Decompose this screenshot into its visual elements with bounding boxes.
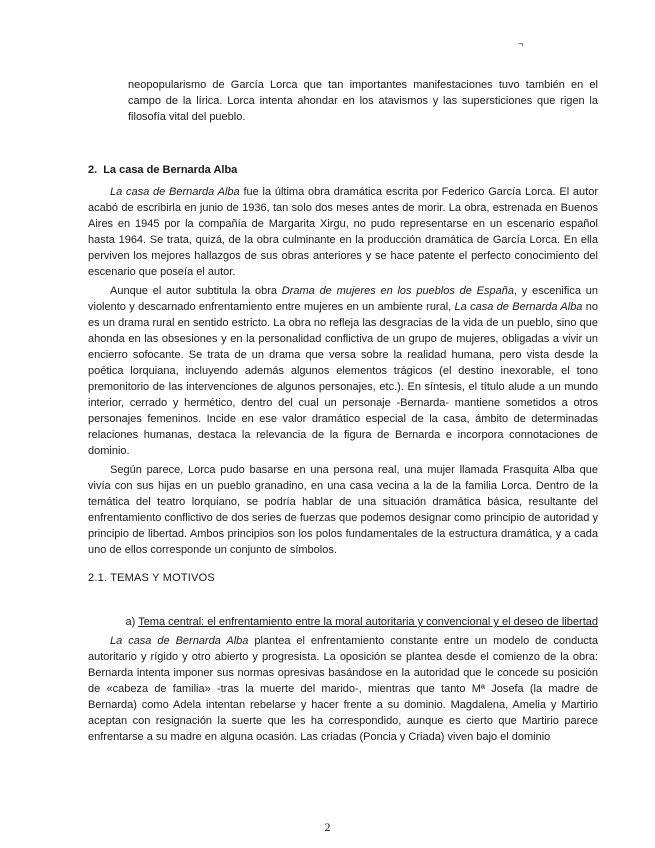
point-label: a) — [125, 616, 139, 628]
point-title: Tema central: el enfrentamiento entre la moral autoritaria y convencional y el deseo de libertad — [138, 616, 598, 628]
point-heading — [88, 614, 598, 630]
section-number: 2. — [88, 164, 98, 176]
paragraph-2-text-b: , y escenifica un violento y descarnado enfrentamiento entre mujeres en un ambiente rural, — [88, 285, 599, 313]
corner-mark: ¬ — [518, 39, 524, 49]
paragraph-3: Según parece, Lorca pudo basarse en una persona real, una mujer llamada Frasquita Alba que vivía con sus hijas en un pueblo granadino, en una casa vecina a la de la familia Lorca. Dentro de la temática del teatro lorquiano, se podría hablar de una situación dramática básica, resultante del enfrentamiento conflictivo de dos series de fuerzas que podemos designar como principio de autoridad y principio de libertad. Ambos principios son los polos fundamentales de la estructura dramática, y a cada uno de ellos corresponde un conjunto de símbolos. — [88, 464, 598, 556]
subsection-heading: 2.1. TEMAS Y MOTIVOS — [88, 572, 215, 584]
section-title: La casa de Bernarda Alba — [103, 164, 238, 176]
paragraph-4 — [88, 633, 598, 745]
intro-quote: neopopularismo de García Lorca que tan importantes manifestaciones tuvo también en el campo de la lírica. Lorca intenta ahondar en los atavismos y las supersticiones que rigen la filosofía vital del pueblo. — [128, 79, 598, 123]
paragraph-2-italic-b: La casa de Bernarda Alba — [454, 301, 583, 313]
paragraph-1-text: fue la última obra dramática escrita por Federico García Lorca. El autor acabó de escribirla en junio de 1936, tan solo dos meses antes de morir. La obra, estrenada en Buenos Aires en 1945 por la compañía de Margarita Xirgu, no pudo representarse en un escenario español hasta 1964. Se trata, quizá, de la obra culminante en la producción dramática de García Lorca. En ella perviven los mejores hallazgos de sus obras anteriores y se hace patente el perfecto conocimiento del escenario que poseía el autor. — [88, 186, 598, 278]
paragraph-2-italic-a: Drama de mujeres en los pueblos de España — [281, 285, 514, 297]
paragraph-4-text: plantea el enfrentamiento constante entre un modelo de conducta autoritario y rígido y otro abierto y progresista. La oposición se plantea desde el comienzo de la obra: Bernarda intenta imponer sus normas opresivas basándose en la autoridad que le concede su posición de «cabeza de familia» -tras la muerte del marido-, mientras que tanto Mª Josefa (la madre de Bernarda) como Adela intentan rebelarse y hacer frente a su dominio. Magdalena, Amelia y Martirio aceptan con resignación la suerte que les ha correspondido, aunque es cierto que Martirio parece enfrentarse a su madre en alguna ocasión. Las criadas (Poncia y Criada) viven bajo el dominio — [88, 635, 598, 743]
page-number: 2 — [324, 820, 331, 834]
subsection-body — [88, 633, 598, 748]
section-body — [88, 184, 598, 561]
paragraph-1-italic: La casa de Bernarda Alba — [110, 186, 240, 198]
paragraph-4-italic: La casa de Bernarda Alba — [110, 635, 249, 647]
paragraph-2 — [88, 283, 598, 459]
paragraph-2-text-c: no es un drama rural en sentido estricto. La obra no refleja las desgracias de la vida de un pueblo, sino que ahonda en las obsesiones y en la personalidad conflictiva de un grupo de mujeres, obligadas a vivir un encierro sofocante. Se trata de un drama que versa sobre la realidad humana, pero vista desde la poética lorquiana, incluyendo además algunos elementos trágicos (el destino inexorable, el tono premonitorio de las intervenciones de algunos personajes, etc.). En síntesis, el título alude a un mundo interior, cerrado y hermético, dentro del cual un personaje -Bernarda- mantiene sometidos a otros personajes femeninos. Incide en ese valor dramático especial de la casa, ámbito de determinadas relaciones humanas, destaca la relevancia de la figura de Bernarda e incorpora connotaciones de dominio. — [88, 301, 599, 457]
paragraph-2-text-a: Aunque el autor subtitula la obra — [110, 285, 282, 297]
paragraph-1 — [88, 184, 598, 280]
section-heading — [88, 162, 237, 178]
